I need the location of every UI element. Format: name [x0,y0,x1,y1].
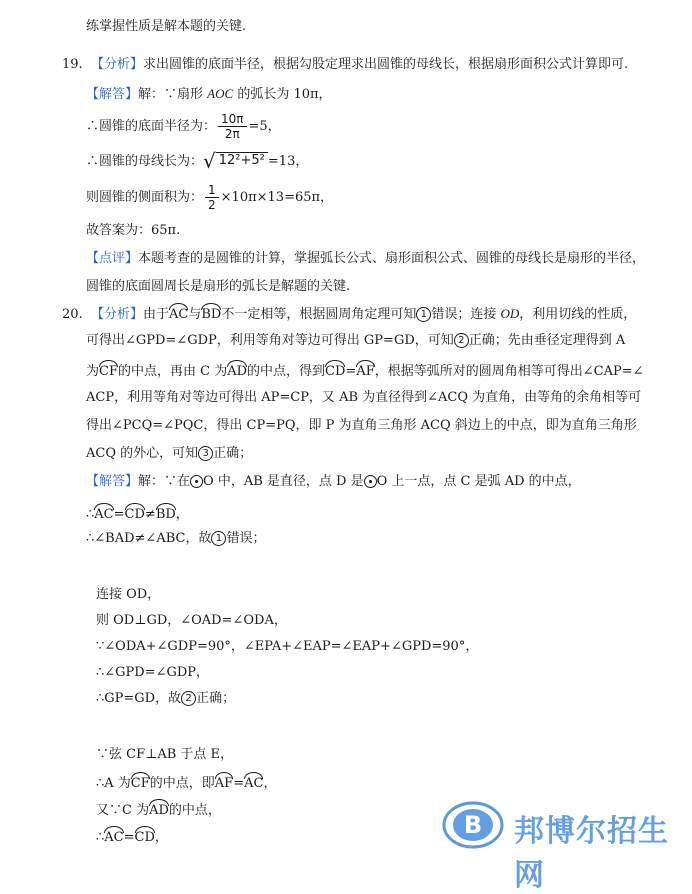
answer-line [96,826,168,847]
text: 解：∵在 [138,474,191,489]
answer-line [86,530,265,548]
analysis-text: 求出圆锥的底面半径，根据勾股定理求出圆锥的母线长，根据扇形面积公式计算即可. [142,57,629,72]
text: 解：∵扇形 [138,87,204,102]
question-20 [62,303,636,324]
answer-line: 故答案为：65π. [86,223,181,238]
square-root [203,148,268,175]
text: ∴ [86,507,95,522]
text: 与 [188,307,202,322]
text: 又∵C 为 [96,803,150,818]
arc-ac: AC [169,303,188,324]
text: ，根据等弧所对的圆周角相等可得出∠CAP=∠ [374,364,644,379]
answer-line [86,148,308,175]
question-19 [62,56,628,74]
answer-line [96,799,221,820]
text: 的中点， [168,803,221,818]
answer-line [86,183,333,213]
answer-line [86,85,332,104]
answer-line [86,473,581,491]
answer-tag: 【解答】 [86,87,139,102]
numerator: 1 [205,183,219,198]
answer-line [96,772,276,793]
text: OD [500,306,520,321]
text: 正确；先由垂径定理得到 A [468,333,626,348]
text: = [233,776,245,791]
watermark [442,800,682,893]
text: = [345,364,357,379]
svg-text:B: B [463,811,483,839]
text: O 中，AB 是直径，点 D 是 [203,474,364,489]
text: ∴GP=GD，故 [96,691,182,706]
text: 由于 [142,307,169,322]
text: ACQ 的外心，可知 [86,446,199,461]
text: =5， [248,119,281,134]
review-tag: 【点评】 [86,251,139,266]
radical-icon: √ [203,149,216,173]
text: ， [175,507,189,522]
arc-cd: CD [125,503,145,524]
arc-ac: AC [244,772,263,793]
arc-ad: AD [227,360,247,381]
circled-number: 1 [211,531,226,546]
arc-af: AF [215,772,233,793]
text: AOC [207,86,234,101]
text: ∴圆锥的底面半径为： [86,119,217,134]
circle-o-icon [364,475,377,488]
answer-line: ∴∠GPD=∠GDP， [96,665,210,680]
text: ∴A 为 [96,776,131,791]
text: 的中点，即 [149,776,215,791]
circled-number: 3 [198,446,213,461]
denominator: 2 [208,198,216,212]
arc-bd: BD [156,503,176,524]
analysis-line [86,445,252,463]
text: 本题考查的是圆锥的计算，掌握弧长公式、扇形面积公式、圆锥的母线长是扇形的半径， [138,251,646,266]
text: ， [154,830,168,845]
text: ×10π×13=65π， [220,190,334,205]
answer-line: ∵弦 CF⊥AB 于点 E， [96,747,234,762]
circle-o-icon [190,475,203,488]
text: 则圆锥的侧面积为： [86,190,204,205]
text: 的中点，再由 C 为 [117,364,228,379]
b-logo-icon [442,800,504,850]
text: 正确； [213,446,253,461]
text: ∴圆锥的母线长为： [86,153,204,169]
answer-line: 则 OD⊥GD，∠OAD=∠ODA， [96,613,287,628]
text: 错误；连接 [431,307,497,322]
analysis-line [86,332,625,350]
text: 不一定相等，根据圆周角定理可知 [221,307,417,322]
fraction [218,112,247,141]
text: ， [263,776,277,791]
arc-bd: BD [201,303,221,324]
analysis-line [86,360,644,381]
numerator: 10π [218,112,247,127]
text-line: 练掌握性质是解本题的关键. [86,19,247,34]
radicand: 12²+5² [216,152,268,168]
arc-ac: AC [104,826,123,847]
text: = [113,507,125,522]
text: = [123,830,135,845]
analysis-tag: 【分析】 [90,307,143,322]
answer-line [96,690,235,708]
text: 正确； [196,691,236,706]
text: 的弧长为 10π， [237,87,332,102]
watermark-text: 邦博尔招生网 [514,814,669,893]
arc-cf: CF [131,772,150,793]
text: =13， [267,153,309,169]
arc-cd: CD [325,360,345,381]
circled-number: 2 [454,333,469,348]
answer-line [86,503,189,524]
text: ∴ [96,830,105,845]
arc-ad: AD [149,799,169,820]
analysis-line: 得出∠PCQ=∠PQC，得出 CP=PQ，即 P 为直角三角形 ACQ 斜边上的中点，即为直角三角形 [86,418,637,433]
question-number: 20. [62,307,83,322]
circled-number: 1 [416,307,431,322]
text: ，利用切线的性质， [519,307,637,322]
fraction [205,183,219,212]
arc-cd: CD [135,826,155,847]
text: O 上一点，点 C 是弧 AD 的中点， [376,474,581,489]
answer-line: 连接 OD， [96,587,161,602]
arc-af: AF [356,360,374,381]
text: 可得出∠GPD=∠GDP，利用等角对等边可得出 GP=GD，可知 [86,333,454,348]
text: ≠ [144,507,156,522]
review-line [86,250,645,268]
answer-line: ∵∠ODA+∠GDP=90°，∠EPA+∠EAP=∠EAP+∠GPD=90°， [96,639,479,654]
text: 错误； [226,531,266,546]
review-line: 圆锥的底面圆周长是扇形的弧长是解题的关键. [86,279,351,294]
answer-line [86,112,281,142]
text: 为 [86,364,100,379]
analysis-line: ACP，利用等角对等边可得出 AP=CP，又 AB 为直径得到∠ACQ 为直角，由等角的余角相等可 [86,390,642,405]
text: 的中点，得到 [247,364,326,379]
denominator: 2π [224,127,240,141]
answer-tag: 【解答】 [86,474,139,489]
circled-number: 2 [181,691,196,706]
text: ∴∠BAD≠∠ABC，故 [86,531,212,546]
arc-cf: CF [99,360,118,381]
question-number: 19. [62,57,83,72]
arc-ac: AC [94,503,113,524]
analysis-tag: 【分析】 [90,57,143,72]
